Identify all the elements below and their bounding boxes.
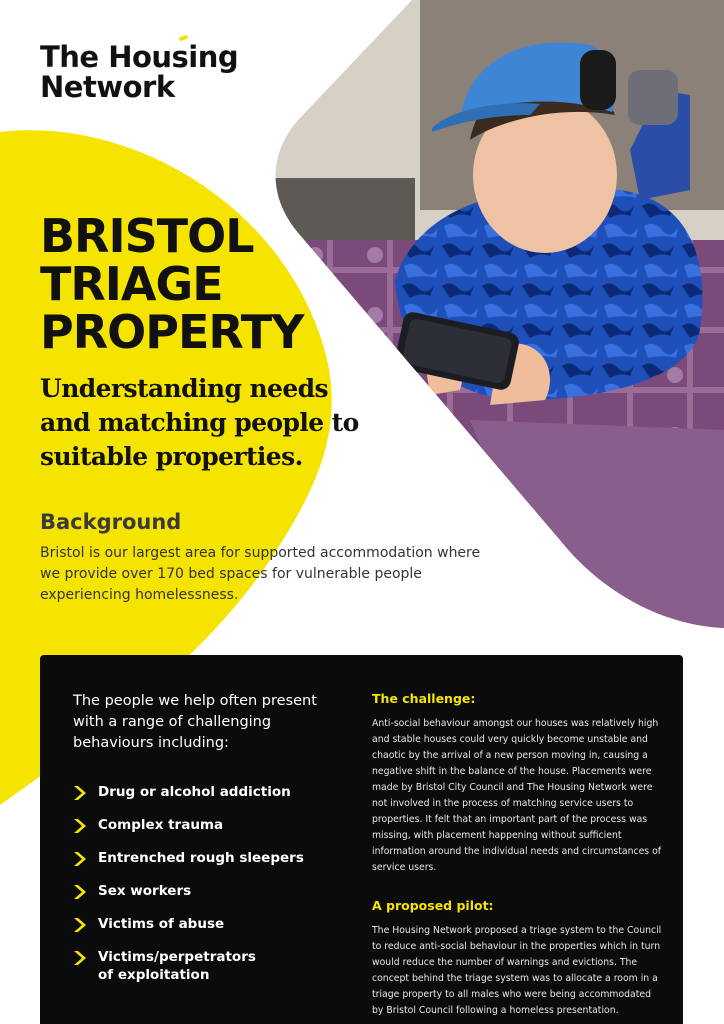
list-item xyxy=(72,783,304,802)
page-subtitle: Understanding needs and matching people to suitable properties. xyxy=(40,374,359,471)
page-title xyxy=(40,209,304,359)
list-item xyxy=(72,816,304,835)
list-item-text: Entrenched rough sleepers xyxy=(98,850,304,866)
title-line-3: PROPERTY xyxy=(40,305,304,359)
list-item xyxy=(72,915,304,934)
challenge-heading: The challenge: xyxy=(372,691,476,706)
background-heading: Background xyxy=(40,510,182,534)
pilot-text: The Housing Network proposed a triage system to the Council to reduce anti-social behaviour in the properties which in turn would reduce the number of warnings and evictions. The concept behind the triage system was to allocate a room in a triage property to all males who were being accommodated by Bristol Council following a homeless presentation. xyxy=(372,925,662,1016)
chevron-right-icon xyxy=(72,916,88,934)
challenge-text: Anti-social behaviour amongst our houses was relatively high and stable houses could very quickly become unstable and chaotic by the arrival of a new person moving in, causing a negative shift in the balance of the house. Placements were made by Bristol City Council and The Housing Network were not involved in the process of matching service users to properties. It felt that an important part of the process was missing, with placement happening without sufficient information around the individual needs and circumstances of service users. xyxy=(372,718,662,873)
chevron-right-icon xyxy=(72,817,88,835)
title-line-1: BRISTOL xyxy=(40,209,254,263)
brand-logo xyxy=(40,42,238,102)
list-item-text: Complex trauma xyxy=(98,817,224,833)
chevron-right-icon xyxy=(72,883,88,901)
background-text: Bristol is our largest area for supported accommodation where we provide over 170 bed spaces for vulnerable people experiencing homelessness. xyxy=(40,545,481,603)
logo-line-2: Network xyxy=(40,70,175,104)
chevron-right-icon xyxy=(72,850,88,868)
list-item xyxy=(72,882,304,901)
info-panel xyxy=(40,655,683,1024)
list-item-text: Victims of abuse xyxy=(98,916,225,932)
list-item-text: Sex workers xyxy=(98,883,192,899)
panel-intro: The people we help often present with a range of challenging behaviours including: xyxy=(73,693,317,751)
title-line-2: TRIAGE xyxy=(40,257,223,311)
logo-line-1: The Housing xyxy=(40,40,239,74)
pilot-heading: A proposed pilot: xyxy=(372,898,494,913)
behaviour-list xyxy=(72,783,304,998)
list-item xyxy=(72,948,304,984)
list-item-text: Victims/perpetrators of exploitation xyxy=(98,949,256,983)
chevron-right-icon xyxy=(72,784,88,802)
list-item xyxy=(72,849,304,868)
right-column xyxy=(372,691,664,1019)
list-item-text: Drug or alcohol addiction xyxy=(98,784,291,800)
chevron-right-icon xyxy=(72,949,88,967)
